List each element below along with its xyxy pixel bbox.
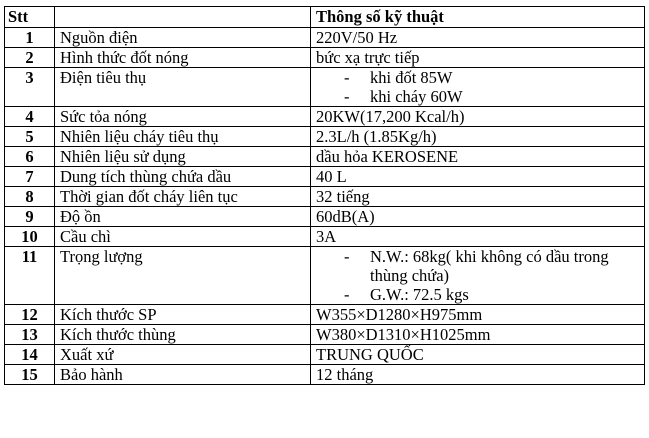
row-name: Nguồn điện [55, 28, 311, 48]
table-row [5, 107, 645, 127]
list-item-text: G.W.: 72.5 kgs [370, 285, 469, 304]
row-stt: 4 [5, 107, 55, 127]
list-item-text: N.W.: 68kg( khi không có dầu trong thùng chứa) [370, 247, 609, 285]
row-value: W355×D1280×H975mm [311, 305, 645, 325]
table-row [5, 227, 645, 247]
value-list [316, 68, 639, 106]
row-value: 32 tiếng [311, 187, 645, 207]
row-name: Điện tiêu thụ [55, 68, 311, 107]
list-item-text: khi cháy 60W [370, 87, 463, 106]
row-value: 40 L [311, 167, 645, 187]
row-name: Trọng lượng [55, 247, 311, 305]
row-stt: 12 [5, 305, 55, 325]
table-row [5, 325, 645, 345]
table-row [5, 365, 645, 385]
table-row [5, 167, 645, 187]
row-stt: 7 [5, 167, 55, 187]
row-stt: 11 [5, 247, 55, 305]
table-row [5, 127, 645, 147]
row-stt: 14 [5, 345, 55, 365]
row-value-list [311, 247, 645, 305]
row-name: Sức tỏa nóng [55, 107, 311, 127]
header-row [5, 7, 645, 28]
table-row [5, 247, 645, 305]
row-name: Dung tích thùng chứa dầu [55, 167, 311, 187]
table-row [5, 305, 645, 325]
row-value-list [311, 68, 645, 107]
row-stt: 8 [5, 187, 55, 207]
row-value: 60dB(A) [311, 207, 645, 227]
row-value: 220V/50 Hz [311, 28, 645, 48]
row-stt: 10 [5, 227, 55, 247]
row-name: Nhiên liệu cháy tiêu thụ [55, 127, 311, 147]
row-stt: 6 [5, 147, 55, 167]
list-item [316, 87, 639, 106]
list-item [316, 68, 639, 87]
row-stt: 9 [5, 207, 55, 227]
list-marker: - [344, 87, 350, 106]
value-list [316, 247, 639, 304]
table-row [5, 28, 645, 48]
header-spec: Thông số kỹ thuật [311, 7, 645, 28]
table-row [5, 68, 645, 107]
table-row [5, 48, 645, 68]
row-name: Kích thước thùng [55, 325, 311, 345]
list-item [316, 247, 639, 285]
table-row [5, 345, 645, 365]
row-value: 2.3L/h (1.85Kg/h) [311, 127, 645, 147]
row-value: 3A [311, 227, 645, 247]
row-value: W380×D1310×H1025mm [311, 325, 645, 345]
row-name: Kích thước SP [55, 305, 311, 325]
row-stt: 1 [5, 28, 55, 48]
header-stt: Stt [5, 7, 55, 28]
row-value: 12 tháng [311, 365, 645, 385]
row-name: Cầu chì [55, 227, 311, 247]
row-value: 20KW(17,200 Kcal/h) [311, 107, 645, 127]
row-name: Nhiên liệu sử dụng [55, 147, 311, 167]
row-value: TRUNG QUỐC [311, 345, 645, 365]
row-name: Độ ồn [55, 207, 311, 227]
row-stt: 3 [5, 68, 55, 107]
list-marker: - [344, 247, 350, 266]
table-row [5, 147, 645, 167]
row-value: dầu hỏa KEROSENE [311, 147, 645, 167]
header-name [55, 7, 311, 28]
list-marker: - [344, 68, 350, 87]
row-name: Xuất xứ [55, 345, 311, 365]
row-stt: 13 [5, 325, 55, 345]
list-item-text: khi đốt 85W [370, 68, 453, 87]
row-stt: 15 [5, 365, 55, 385]
row-value: bức xạ trực tiếp [311, 48, 645, 68]
list-marker: - [344, 285, 350, 304]
row-stt: 5 [5, 127, 55, 147]
list-item [316, 285, 639, 304]
table-row [5, 187, 645, 207]
spec-table [4, 6, 645, 385]
row-name: Bảo hành [55, 365, 311, 385]
table-row [5, 207, 645, 227]
row-name: Hình thức đốt nóng [55, 48, 311, 68]
row-name: Thời gian đốt cháy liên tục [55, 187, 311, 207]
row-stt: 2 [5, 48, 55, 68]
